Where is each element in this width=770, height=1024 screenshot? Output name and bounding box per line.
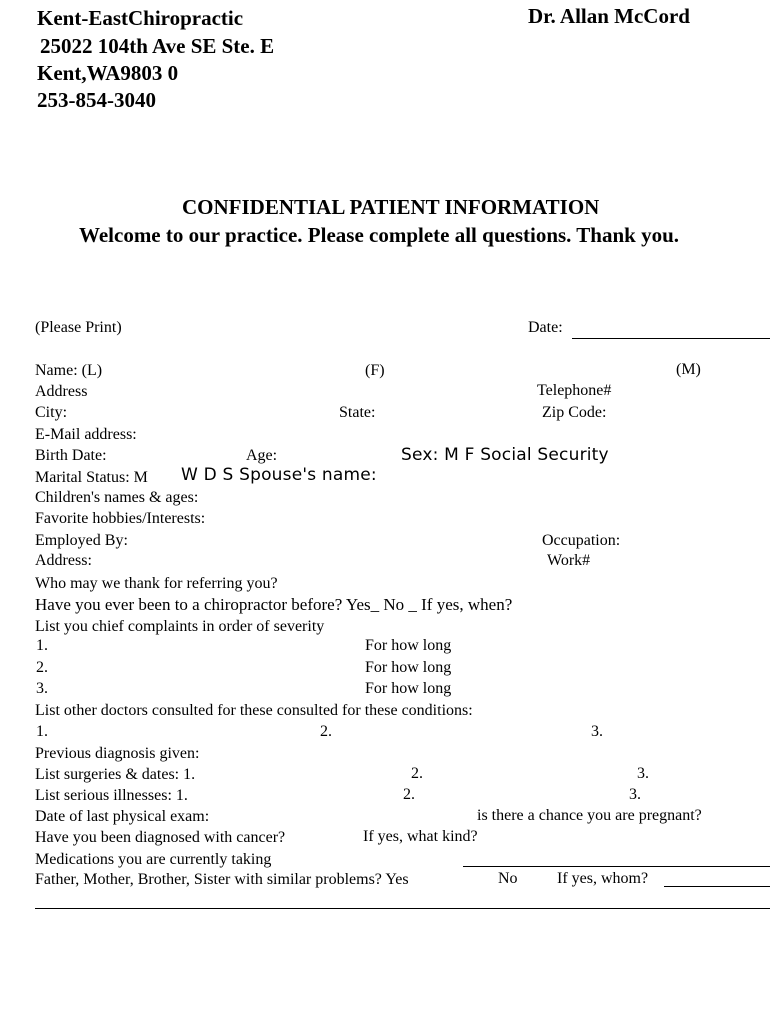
work-phone-label: Work# [547, 552, 591, 569]
medications-label: Medications you are currently taking [35, 851, 272, 868]
surgeries-label: List surgeries & dates: 1. [35, 766, 196, 783]
other-doctor-1-label: 1. [36, 723, 48, 740]
other-doctor-2-label: 2. [320, 723, 332, 740]
medications-field-line[interactable] [463, 866, 770, 867]
employed-by-label: Employed By: [35, 532, 128, 549]
zip-label: Zip Code: [542, 404, 607, 421]
complaint-2-duration-label: For how long [365, 659, 452, 676]
children-label: Children's names & ages: [35, 489, 199, 506]
cancer-question-label: Have you been diagnosed with cancer? [35, 829, 286, 846]
doctor-name: Dr. Allan McCord [528, 4, 690, 28]
practice-name: Kent-EastChiropractic [37, 6, 244, 30]
marital-status-label: Marital Status: M [35, 469, 148, 486]
referral-label: Who may we thank for referring you? [35, 575, 278, 592]
complaints-label: List you chief complaints in order of severity [35, 618, 325, 635]
family-whom-label: If yes, whom? [557, 870, 649, 887]
complaint-3-duration-label: For how long [365, 680, 452, 697]
address-label: Address [35, 383, 88, 400]
illnesses-label: List serious illnesses: 1. [35, 787, 188, 804]
practice-city-line: Kent,WA9803 0 [37, 61, 179, 85]
welcome-line: Welcome to our practice. Please complete all questions. Thank you. [79, 223, 680, 247]
email-label: E-Mail address: [35, 426, 137, 443]
complaint-3-label: 3. [36, 680, 48, 697]
chiropractor-before-label: Have you ever been to a chiropractor before? Yes_ No _ If yes, when? [35, 595, 513, 614]
sex-social-security-label: Sex: M F Social Security [401, 445, 609, 465]
family-no-label: No [498, 870, 518, 887]
form-title: CONFIDENTIAL PATIENT INFORMATION [182, 195, 600, 219]
date-field-line[interactable] [572, 338, 770, 339]
cancer-kind-label: If yes, what kind? [363, 828, 478, 845]
birth-date-label: Birth Date: [35, 447, 107, 464]
hobbies-label: Favorite hobbies/Interests: [35, 510, 206, 527]
other-doctor-3-label: 3. [591, 723, 603, 740]
bottom-rule [35, 908, 770, 909]
last-physical-exam-label: Date of last physical exam: [35, 808, 210, 825]
surgery-2-label: 2. [411, 765, 423, 782]
state-label: State: [339, 404, 376, 421]
illness-3-label: 3. [629, 786, 641, 803]
other-doctors-label: List other doctors consulted for these consulted for these conditions: [35, 702, 473, 719]
telephone-label: Telephone# [537, 382, 612, 399]
spouse-name-label: W D S Spouse's name: [181, 465, 377, 485]
previous-diagnosis-label: Previous diagnosis given: [35, 745, 200, 762]
pregnant-question-label: is there a chance you are pregnant? [477, 807, 702, 824]
name-middle-label: (M) [676, 361, 701, 378]
family-whom-field-line[interactable] [664, 886, 770, 887]
family-history-label: Father, Mother, Brother, Sister with similar problems? Yes [35, 871, 409, 888]
occupation-label: Occupation: [542, 532, 621, 549]
name-first-label: (F) [365, 362, 385, 379]
date-label: Date: [528, 319, 563, 336]
city-label: City: [35, 404, 68, 421]
complaint-2-label: 2. [36, 659, 48, 676]
work-address-label: Address: [35, 552, 92, 569]
complaint-1-label: 1. [36, 637, 48, 654]
practice-street: 25022 104th Ave SE Ste. E [40, 34, 275, 58]
age-label: Age: [246, 447, 278, 464]
complaint-1-duration-label: For how long [365, 637, 452, 654]
illness-2-label: 2. [403, 786, 415, 803]
surgery-3-label: 3. [637, 765, 649, 782]
name-last-label: Name: (L) [35, 362, 103, 379]
please-print-label: (Please Print) [35, 319, 122, 336]
practice-phone: 253-854-3040 [37, 88, 156, 112]
